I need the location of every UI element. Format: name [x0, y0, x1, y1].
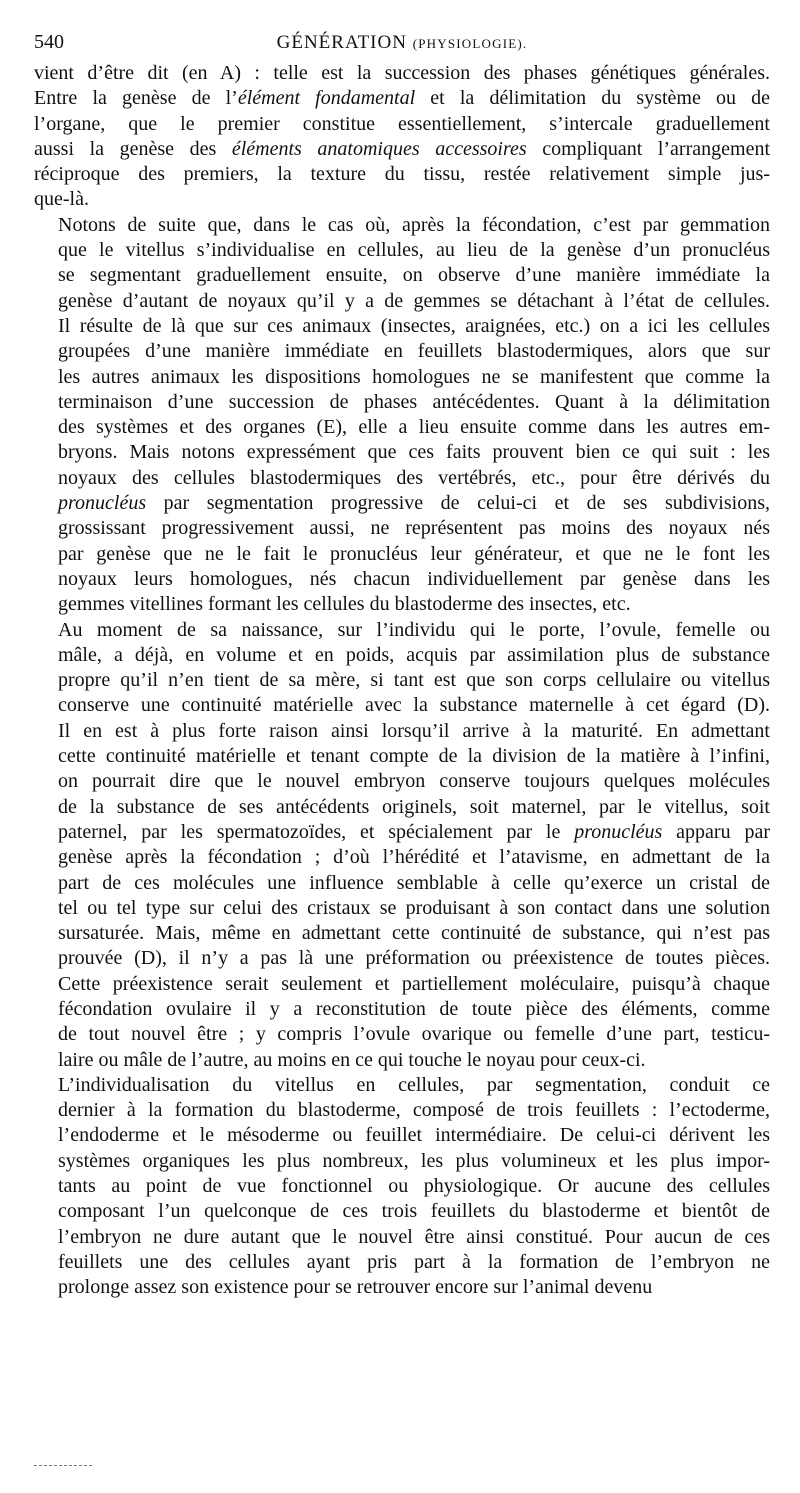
text-line: genèse d’autant de noyaux qu’il y a de gemmes se détachant à l’état de cellules.: [58, 289, 770, 312]
text-line: cette continuité matérielle et tenant compte de la division de la matière à l’infini,: [58, 745, 770, 768]
body-text: [34, 61, 770, 1301]
document-page: [34, 30, 770, 1301]
text-line: réciproque des premiers, la texture du tissu, restée relativement simple jus-: [34, 163, 770, 186]
text-line: gemmes vitellines formant les cellules du blastoderme des insectes, etc.: [58, 593, 631, 616]
text-line: Il résulte de là que sur ces animaux (insectes, araignées, etc.) on a ici les cellules: [58, 314, 770, 337]
text-line: systèmes organiques les plus nombreux, les plus volumineux et les plus impor-: [58, 1149, 770, 1172]
italic-term: éléments anatomiques accessoires: [231, 137, 527, 160]
text-line: mâle, a déjà, en volume et en poids, acquis par assimilation plus de substance: [58, 643, 770, 666]
running-title-main: GÉNÉRATION: [276, 32, 407, 53]
text-line: prouvée (D), il n’y a pas là une préformation ou préexistence de toutes pièces.: [58, 947, 770, 970]
text-line: genèse après la fécondation ; d’où l’hérédité et l’atavisme, en admettant de la: [58, 846, 770, 869]
paragraph: [34, 618, 770, 1073]
text-line: l’embryon ne dure autant que le nouvel être ainsi constitué. Pour aucun de ces: [58, 1225, 770, 1248]
text-line: se segmentant graduellement ensuite, on observe d’une manière immédiate la: [58, 264, 770, 287]
page-header: [34, 30, 770, 57]
text-line: grossissant progressivement aussi, ne représentent pas moins des noyaux nés: [58, 517, 770, 540]
paragraph: [34, 61, 770, 213]
text-line: L’individualisation du vitellus en cellules, par segmentation, conduit ce: [58, 1073, 770, 1096]
text-line: groupées d’une manière immédiate en feuillets blastodermiques, alors que sur: [58, 340, 770, 363]
text-line: tel ou tel type sur celui des cristaux se produisant à son contact dans une solution: [58, 896, 770, 919]
text-line: Au moment de sa naissance, sur l’individu qui le porte, l’ovule, femelle ou: [58, 618, 770, 641]
running-title: [34, 30, 770, 56]
text-line: prolonge assez son existence pour se retrouver encore sur l’animal devenu: [58, 1276, 653, 1299]
text-line: de la substance de ses antécédents originels, soit maternel, par le vitellus, soit: [58, 795, 770, 818]
text-line: noyaux des cellules blastodermiques des vertébrés, etc., pour être dérivés du: [58, 466, 770, 489]
text-line: composant l’un quelconque de ces trois feuillets du blastoderme et bientôt de: [58, 1200, 770, 1223]
paragraph: [34, 1073, 770, 1301]
text-line: propre qu’il n’en tient de sa mère, si tant est que son corps cellulaire ou vitellus: [58, 669, 770, 692]
paragraph: [34, 213, 770, 618]
text-line: Notons de suite que, dans le cas où, après la fécondation, c’est par gemmation: [58, 213, 770, 236]
text-line: Cette préexistence serait seulement et partiellement moléculaire, puisqu’à chaque: [58, 972, 770, 995]
italic-term: élément fondamental: [237, 87, 416, 110]
text-line: noyaux leurs homologues, nés chacun individuellement par genèse dans les: [58, 567, 770, 590]
text-line: pronucléus par segmentation progressive de celui-ci et de ses subdivisions,: [58, 492, 770, 515]
text-line: vient d’être dit (en A) : telle est la succession des phases génétiques générales.: [34, 62, 770, 84]
italic-term: pronucléus: [58, 492, 147, 515]
text-line: de tout nouvel être ; y compris l’ovule ovarique ou femelle d’une part, testicu-: [58, 1023, 770, 1046]
text-line: conserve une continuité matérielle avec la substance maternelle à cet égard (D).: [58, 694, 770, 717]
text-line: des systèmes et des organes (E), elle a lieu ensuite comme dans les autres em-: [58, 416, 770, 439]
text-line: que le vitellus s’individualise en cellules, au lieu de la genèse d’un pronucléus: [58, 239, 770, 262]
text-line: aussi la genèse des éléments anatomiques accessoires compliquant l’arrangement: [34, 137, 770, 160]
text-line: laire ou mâle de l’autre, au moins en ce qui touche le noyau pour ceux-ci.: [58, 1048, 646, 1071]
text-line: feuillets une des cellules ayant pris part à la formation de l’embryon ne: [58, 1250, 770, 1273]
text-line: paternel, par les spermatozoïdes, et spécialement par le pronucléus apparu par: [58, 820, 770, 843]
text-line: fécondation ovulaire il y a reconstitution de toute pièce des éléments, comme: [58, 997, 770, 1020]
text-line: dernier à la formation du blastoderme, composé de trois feuillets : l’ectoderme,: [58, 1099, 770, 1122]
text-line: les autres animaux les dispositions homologues ne se manifestent que comme la: [58, 365, 770, 388]
text-line: sursaturée. Mais, même en admettant cette continuité de substance, qui n’est pas: [58, 922, 770, 945]
text-line: part de ces molécules une influence semblable à celle qu’exerce un cristal de: [58, 871, 770, 894]
text-line: Il en est à plus forte raison ainsi lorsqu’il arrive à la maturité. En admettant: [58, 719, 770, 742]
footer-rule: [34, 1465, 92, 1466]
text-line: l’endoderme et le mésoderme ou feuillet intermédiaire. De celui-ci dérivent les: [58, 1124, 770, 1147]
running-title-sub: (PHYSIOLOGIE).: [412, 36, 528, 51]
italic-term: pronucléus: [574, 820, 663, 843]
text-line: terminaison d’une succession de phases antécédentes. Quant à la délimitation: [58, 390, 770, 413]
text-line: on pourrait dire que le nouvel embryon conserve toujours quelques molécules: [58, 770, 770, 793]
text-line: Entre la genèse de l’élément fondamental et la délimitation du système ou de: [34, 87, 770, 110]
page-number: 540: [34, 31, 64, 53]
text-line: bryons. Mais notons expressément que ces faits prouvent bien ce qui suit : les: [58, 441, 770, 464]
text-line: tants au point de vue fonctionnel ou physiologique. Or aucune des cellules: [58, 1175, 770, 1198]
text-line: l’organe, que le premier constitue essentiellement, s’intercale graduellement: [34, 112, 770, 135]
text-line: que-là.: [34, 188, 89, 211]
text-line: par genèse que ne le fait le pronucléus leur générateur, et que ne le font les: [58, 542, 770, 565]
